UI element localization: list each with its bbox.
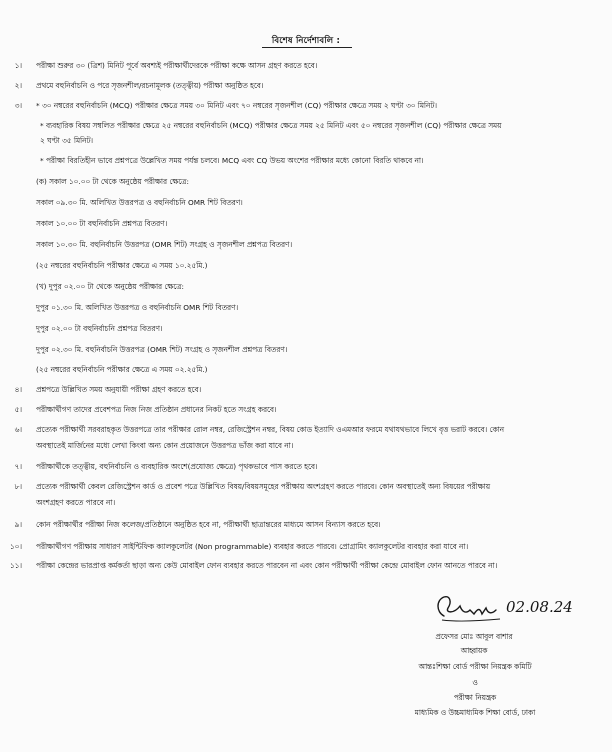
signatory-role: আহ্বায়ক <box>460 646 488 655</box>
item-number: ১। <box>14 61 22 70</box>
item-text: অংশগ্রহণ করতে পারবে না। <box>36 498 116 507</box>
item-number: ৪। <box>14 385 22 394</box>
item-text: (খ) দুপুর ০২.০০ টা থেকে অনুষ্ঠেয় পরীক্ষার ক্ষেত্রে: <box>36 282 185 291</box>
item-number: ১০। <box>9 542 22 551</box>
item-text: সকাল ১০.০০ টা বহুনির্বাচনি প্রশ্নপত্র বিতরণ। <box>36 219 168 228</box>
item-text: প্রথমে বহুনির্বাচনি ও পরে সৃজনশীল/রচনামূলক (তত্ত্বীয়) পরীক্ষা অনুষ্ঠিত হবে। <box>36 81 264 90</box>
item-text: দুপুর ০২.৩০ মি. বহুনির্বাচনি উত্তরপত্র (OMR শিট) সংগ্রহ ও সৃজনশীল প্রশ্নপত্র বিতরণ। <box>36 345 288 354</box>
item-number: ৭। <box>14 462 22 471</box>
item-number: ৩। <box>14 101 22 110</box>
item-text: (ক) সকাল ১০.০০ টা থেকে অনুষ্ঠেয় পরীক্ষার ক্ষেত্রে: <box>36 177 189 186</box>
item-text: পরীক্ষার্থীগণ তাদের প্রবেশপত্র নিজ নিজ প্রতিষ্ঠান প্রধানের নিকট হতে সংগ্রহ করবে। <box>36 405 277 414</box>
item-number: ৬। <box>14 425 22 434</box>
item-number: ১১। <box>9 561 22 570</box>
signatory-name: প্রফেসর মোঃ আবুল বাশার <box>435 632 513 641</box>
item-number: ৮। <box>14 482 22 491</box>
item-text: দুপুর ০২.০০ টা বহুনির্বাচনি প্রশ্নপত্র বিতরণ। <box>36 324 163 333</box>
item-text: কোন পরীক্ষার্থীর পরীক্ষা নিজ কলেজ/প্রতিষ্ঠানে অনুষ্ঠিত হবে না, পরীক্ষার্থী ছাত্রান্তরের মাধ্যমে আসন বিন্যাস করতে হবে। <box>36 520 381 529</box>
item-text: প্রশ্নপত্রে উল্লিখিত সময় অনুযায়ী পরীক্ষা গ্রহণ করতে হবে। <box>36 385 202 394</box>
item-number: ৫। <box>14 405 22 414</box>
item-text: * পরীক্ষা বিরতিহীন ভাবে প্রশ্নপত্রে উল্লেখিত সময় পর্যন্ত চলবে। MCQ এবং CQ উভয় অংশের পরীক্ষার মধ্যে কোনো বিরতি থাকবে না। <box>40 156 424 165</box>
item-text: সকাল ০৯.৩০ মি. অলিখিত উত্তরপত্র ও বহুনির্বাচনি OMR শিট বিতরণ। <box>36 198 243 207</box>
signatory-committee: আন্তঃশিক্ষা বোর্ড পরীক্ষা নিয়ন্ত্রক কমিটি <box>418 662 532 671</box>
item-text: * ব্যবহারিক বিষয় সম্বলিত পরীক্ষার ক্ষেত্রে ২৫ নম্বরের বহুনির্বাচনি (MCQ) পরীক্ষার ক্ষেত্রে সময় ২৫ মিনিট এবং ৫০ নম্বরের সৃজনশীল (CQ) পরীক্ষার ক্ষেত্রে সময় <box>40 121 502 130</box>
item-text: অবস্থাতেই মার্জিনের মধ্যে লেখা কিংবা অন্য কোন প্রয়োজনে উত্তরপত্র ভাঁজ করা যাবে না। <box>36 441 294 450</box>
signature-date: 02.08.24 <box>506 598 573 616</box>
signatory-board: মাধ্যমিক ও উচ্চমাধ্যমিক শিক্ষা বোর্ড, ঢাকা <box>414 708 536 717</box>
title-underline <box>262 47 352 48</box>
document-title: বিশেষ নির্দেশাবলি : <box>271 36 341 46</box>
signatory-controller: পরীক্ষা নিয়ন্ত্রক <box>453 693 497 702</box>
item-text: পরীক্ষা কেন্দ্রের ভারপ্রাপ্ত কর্মকর্তা ছাড়া অন্য কেউ মোবাইল ফোন ব্যবহার করতে পারবেন না এবং কোন পরীক্ষার্থী পরীক্ষা কেন্দ্রে মোবাইল ফোন আনতে পারবে না। <box>36 561 498 570</box>
item-text: (২৫ নম্বরের বহুনির্বাচনি পরীক্ষার ক্ষেত্রে এ সময় ০২.২৫মি.) <box>36 365 208 374</box>
item-text: * ৩০ নম্বরের বহুনির্বাচনি (MCQ) পরীক্ষার ক্ষেত্রে সময় ৩০ মিনিট এবং ৭০ নম্বরের সৃজনশীল (CQ) পরীক্ষার ক্ষেত্রে সময় ২ ঘণ্টা ৩০ মিনিট। <box>36 101 437 110</box>
item-text: প্রত্যেক পরীক্ষার্থী সরবরাহকৃত উত্তরপত্রে তার পরীক্ষার রোল নম্বর, রেজিস্ট্রেশন নম্বর, বিষয় কোড ইত্যাদি ওএমআর ফরমে যথাযথভাবে লিখে বৃত্ত ভরাট করবে। কোন <box>36 425 505 434</box>
item-text: দুপুর ০১.৩০ মি. অলিখিত উত্তরপত্র ও বহুনির্বাচনি OMR শিট বিতরণ। <box>36 303 239 312</box>
signatory-conjunction: ও <box>472 678 478 687</box>
item-text: প্রত্যেক পরীক্ষার্থী কেবল রেজিস্ট্রেশন কার্ড ও প্রবেশ পত্রে উল্লিখিত বিষয়/বিষয়সমূহের পরীক্ষায় অংশগ্রহণ করতে পারবে। কোন অবস্থাতেই অন্য বিষয়ের পরীক্ষায় <box>36 482 491 491</box>
handwritten-signature <box>430 592 510 628</box>
item-text: পরীক্ষার্থীকে তত্ত্বীয়, বহুনির্বাচনি ও ব্যবহারিক অংশে(প্রযোজ্য ক্ষেত্রে) পৃথকভাবে পাস করতে হবে। <box>36 462 318 471</box>
item-text: পরীক্ষার্থীগণ পরীক্ষায় সাধারণ সাইন্টিফিক ক্যালকুলেটর (Non programmable) ব্যবহার করতে পারবে। প্রোগ্রামিং ক্যালকুলেটর ব্যবহার করা যাবে না। <box>36 542 469 551</box>
item-text: সকাল ১০.৩০ মি. বহুনির্বাচনি উত্তরপত্র (OMR শিট) সংগ্রহ ও সৃজনশীল প্রশ্নপত্র বিতরণ। <box>36 240 293 249</box>
item-number: ২। <box>14 81 22 90</box>
item-text: ২ ঘণ্টা ৩৫ মিনিট। <box>40 136 94 145</box>
item-text: (২৫ নম্বরের বহুনির্বাচনি পরীক্ষার ক্ষেত্রে এ সময় ১০.২৫মি.) <box>36 261 208 270</box>
item-text: পরীক্ষা শুরুর ৩০ (ত্রিশ) মিনিট পূর্বে অবশ্যই পরীক্ষার্থীদেরকে পরীক্ষা কক্ষে আসন গ্রহণ করতে হবে। <box>36 61 318 70</box>
item-number: ৯। <box>14 520 22 529</box>
